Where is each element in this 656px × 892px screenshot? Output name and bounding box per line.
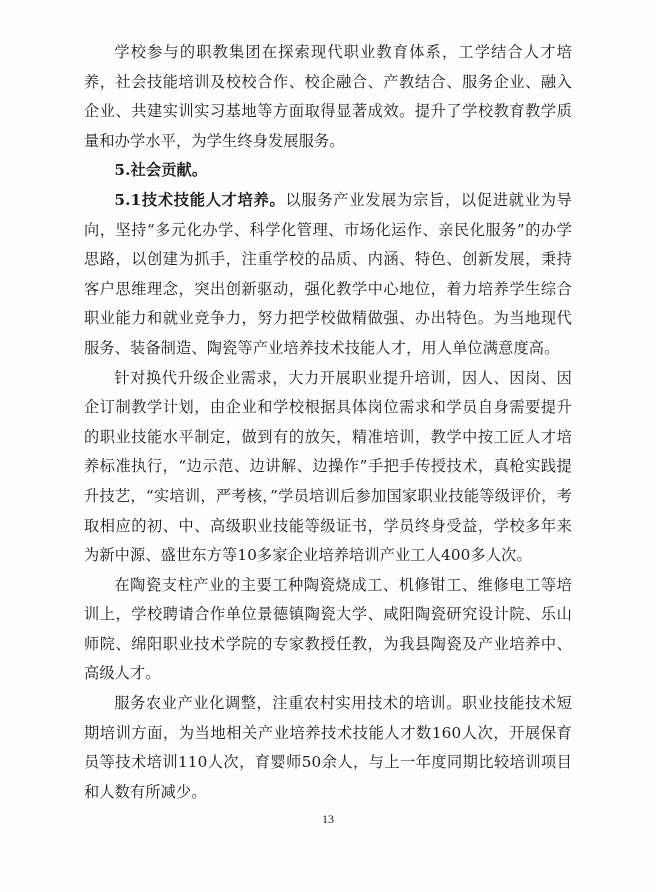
paragraph-ceramics-text: 在陶瓷支柱产业的主要工种陶瓷烧成工、机修钳工、维修电工等培训上，学校聘请合作单位景德镇陶瓷大学、咸阳陶瓷研究设计院、乐山师院、绵阳职业技术学院的专家教授任教，为我县陶瓷及产业培养中、高级人才。 [84, 575, 572, 683]
page-number: 13 [322, 812, 334, 826]
page-body [84, 38, 572, 807]
paragraph-5-1 [84, 186, 572, 364]
paragraph-1-text: 学校参与的职教集团在探索现代职业教育体系，工学结合人才培养，社会技能培训及校校合作、校企融合、产教结合、服务企业、融入企业、共建实训实习基地等方面取得显著成效。提升了学校教育教学质量和办学水平，为学生终身发展服务。 [84, 43, 572, 150]
paragraph-1 [84, 38, 572, 156]
subsection-heading-5-1: 5.1技术技能人才培养。 [114, 190, 286, 209]
paragraph-training-text: 针对换代升级企业需求，大力开展职业提升培训，因人、因岗、因企订制教学计划，由企业和学校根据具体岗位需求和学员自身需要提升的职业技能水平制定，做到有的放矢，精准培训，教学中按工匠人才培养标准执行，“边示范、边讲解、边操作”手把手传授技术，真枪实践提升技艺，“实培训，严考核，”学员培训后参加国家职业技能等级评价，考取相应的初、中、高级职业技能等级证书，学员终身受益，学校多年来为新中源、盛世东方等10多家企业培养培训产业工人400多人次。 [84, 368, 572, 565]
paragraph-agriculture-text: 服务农业产业化调整，注重农村实用技术的培训。职业技能技术短期培训方面，为当地相关产业培养技术技能人才数160人次，开展保育员等技术培训110人次，育婴师50余人，与上一年度同期比较培训项目和人数有所减少。 [84, 694, 572, 801]
paragraph-agriculture [84, 689, 572, 807]
paragraph-5-1-text: 以服务产业发展为宗旨，以促进就业为导向，坚持“多元化办学、科学化管理、市场化运作、亲民化服务”的办学思路，以创建为抓手，注重学校的品质、内涵、特色、创新发展，秉持客户思维理念，突出创新驱动，强化教学中心地位，着力培养学生综合职业能力和就业竞争力，努力把学校做精做强、办出特色。为当地现代服务、装备制造、陶瓷等产业培养技术技能人才，用人单位满意度高。 [84, 190, 572, 357]
paragraph-ceramics [84, 571, 572, 689]
section-heading-5-text: 5.社会贡献。 [114, 161, 208, 180]
paragraph-training [84, 364, 572, 571]
section-heading-5 [84, 156, 572, 186]
